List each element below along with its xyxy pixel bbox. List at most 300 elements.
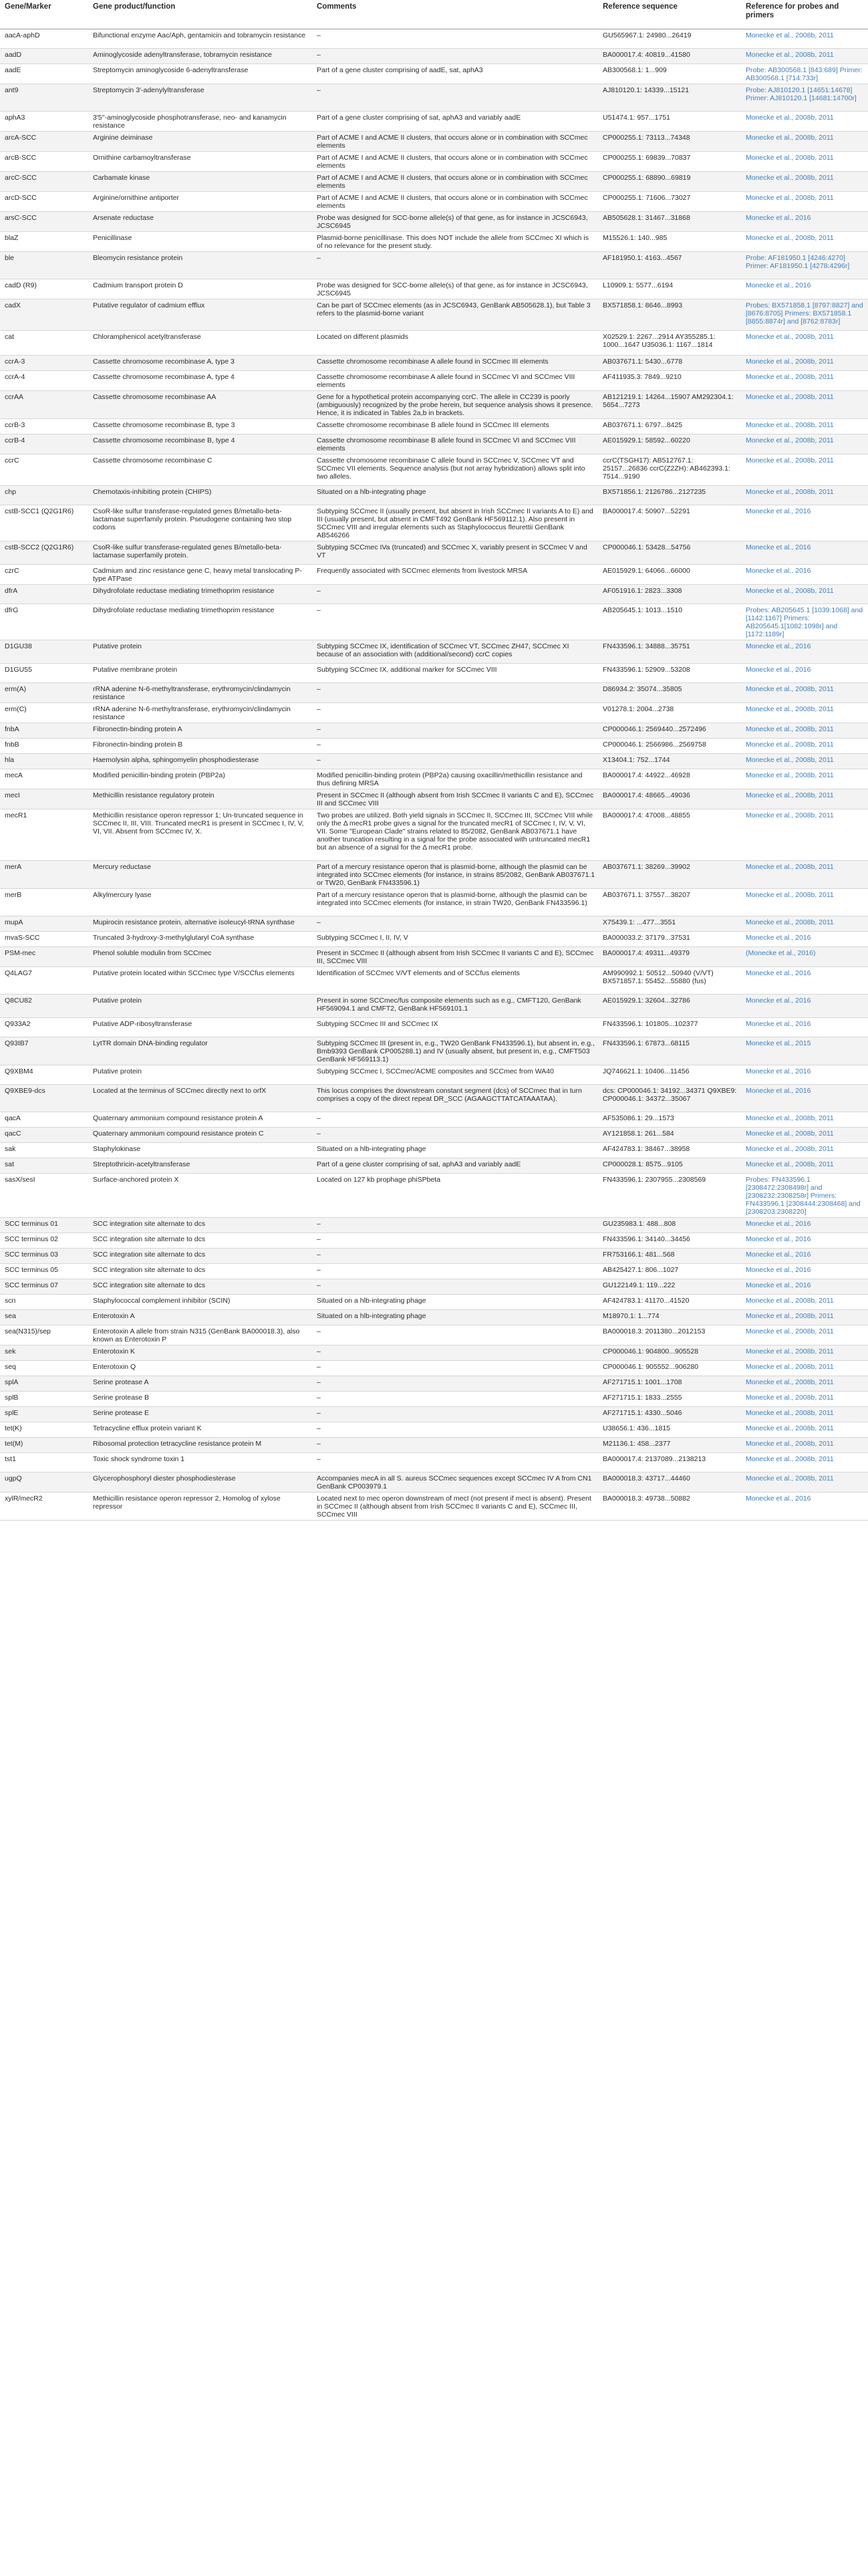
cell-reference-sequence: AF411935.3: 7849...9210 <box>598 371 741 391</box>
cell-comments: Located on different plasmids <box>312 331 598 356</box>
table-row <box>0 1233 868 1249</box>
table-row <box>0 861 868 889</box>
cell-reference-sequence: CP000255.1: 68890...69819 <box>598 172 741 192</box>
cell-gene-function: CsoR-like sulfur transferase-regulated genes B/metallo-beta-lactamase superfamily protein. Pseudogene containing two stop codons <box>88 505 312 541</box>
cell-reference-probes: Monecke et al., 2016 <box>741 1218 868 1233</box>
cell-reference-probes: Monecke et al., 2008b, 2011 <box>741 1392 868 1407</box>
cell-comments: Located on 127 kb prophage phiSPbeta <box>312 1174 598 1218</box>
cell-comments: – <box>312 1392 598 1407</box>
cell-reference-probes: Monecke et al., 2008b, 2011 <box>741 1128 868 1143</box>
cell-gene-marker: tet(M) <box>0 1438 88 1453</box>
cell-reference-sequence: AB505628.1: 31467...31868 <box>598 212 741 232</box>
cell-reference-sequence: BA000017.4: 2137089...2138213 <box>598 1453 741 1472</box>
cell-reference-sequence: GU122149.1: 119...222 <box>598 1279 741 1295</box>
cell-reference-sequence: AE015929.1: 64066...66000 <box>598 565 741 585</box>
cell-reference-sequence: M18970.1: 1...774 <box>598 1310 741 1325</box>
cell-reference-sequence: AB205645.1: 1013...1510 <box>598 604 741 640</box>
cell-comments: Subtyping SCCmec I, II, IV, V <box>312 932 598 947</box>
cell-gene-function: Cassette chromosome recombinase B, type 4 <box>88 434 312 455</box>
cell-reference-sequence: GU565967.1: 24980...26419 <box>598 29 741 49</box>
cell-gene-function: Modified penicillin-binding protein (PBP2a) <box>88 769 312 789</box>
cell-reference-probes: Monecke et al., 2008b, 2011 <box>741 861 868 889</box>
cell-gene-function: Surface-anchored protein X <box>88 1174 312 1218</box>
cell-gene-function: Alkylmercury lyase <box>88 889 312 916</box>
cell-reference-sequence: BX571858.1: 8646...8993 <box>598 299 741 331</box>
cell-comments: Present in some SCCmec/fus composite elements such as e.g., CMFT120, GenBank HF569094.1 and CMFT2, GenBank HF569101.1 <box>312 995 598 1018</box>
table-row <box>0 769 868 789</box>
table-row <box>0 1158 868 1174</box>
table-row <box>0 1249 868 1264</box>
table-row <box>0 1085 868 1112</box>
cell-reference-probes: Monecke et al., 2008b, 2011 <box>741 585 868 604</box>
cell-comments: – <box>312 1345 598 1361</box>
cell-gene-marker: Q9XBM4 <box>0 1065 88 1085</box>
cell-reference-sequence: BA000017.4: 50907...52291 <box>598 505 741 541</box>
cell-gene-marker: mecR1 <box>0 809 88 861</box>
cell-gene-function: Carbamate kinase <box>88 172 312 192</box>
cell-reference-probes: Monecke et al., 2016 <box>741 1249 868 1264</box>
cell-gene-marker: SCC terminus 05 <box>0 1264 88 1279</box>
cell-comments: Situated on a hlb-integrating phage <box>312 1310 598 1325</box>
cell-reference-sequence: L10909.1: 5577...6194 <box>598 279 741 299</box>
cell-reference-sequence: CP000046.1: 2566986...2569758 <box>598 739 741 754</box>
cell-reference-probes: Monecke et al., 2008b, 2011 <box>741 889 868 916</box>
cell-gene-function: Mercury reductase <box>88 861 312 889</box>
cell-gene-marker: cstB-SCC1 (Q2G1R6) <box>0 505 88 541</box>
cell-gene-function: Methicillin resistance regulatory protein <box>88 789 312 809</box>
cell-gene-marker: Q93IB7 <box>0 1037 88 1065</box>
cell-reference-sequence: AB037671.1: 38269...39902 <box>598 861 741 889</box>
cell-gene-function: Enterotoxin Q <box>88 1361 312 1376</box>
table-row <box>0 1376 868 1392</box>
cell-gene-marker: ant9 <box>0 84 88 112</box>
cell-reference-sequence: CP000046.1: 53428...54756 <box>598 541 741 565</box>
table-row <box>0 947 868 967</box>
table-row <box>0 754 868 769</box>
table-row <box>0 434 868 455</box>
cell-gene-marker: sea <box>0 1310 88 1325</box>
cell-reference-sequence: FN433596.1: 101805...102377 <box>598 1018 741 1037</box>
cell-gene-marker: czrC <box>0 565 88 585</box>
cell-reference-sequence: CP000046.1: 905552...906280 <box>598 1361 741 1376</box>
table-row <box>0 789 868 809</box>
cell-reference-probes: Monecke et al., 2016 <box>741 1065 868 1085</box>
cell-comments: – <box>312 49 598 64</box>
cell-comments: Part of ACME I and ACME II clusters, that occurs alone or in combination with SCCmec elements <box>312 132 598 152</box>
cell-reference-probes: Monecke et al., 2008b, 2011 <box>741 391 868 419</box>
cell-reference-probes: Monecke et al., 2016 <box>741 212 868 232</box>
cell-comments: Cassette chromosome recombinase A allele found in SCCmec VI and SCCmec VIII elements <box>312 371 598 391</box>
cell-comments: – <box>312 1264 598 1279</box>
cell-reference-sequence: BA000017.4: 49311...49379 <box>598 947 741 967</box>
cell-comments: – <box>312 723 598 739</box>
cell-gene-function: Cadmium transport protein D <box>88 279 312 299</box>
cell-gene-function: SCC integration site alternate to dcs <box>88 1218 312 1233</box>
cell-reference-sequence: CP000028.1: 8575...9105 <box>598 1158 741 1174</box>
cell-reference-probes: Monecke et al., 2008b, 2011 <box>741 1143 868 1158</box>
cell-gene-function: CsoR-like sulfur transferase-regulated genes B/metallo-beta-lactamase superfamily protein. <box>88 541 312 565</box>
cell-reference-probes: Monecke et al., 2016 <box>741 565 868 585</box>
table-row <box>0 1112 868 1128</box>
cell-comments: – <box>312 916 598 932</box>
cell-gene-marker: sasX/sesI <box>0 1174 88 1218</box>
cell-gene-function: SCC integration site alternate to dcs <box>88 1249 312 1264</box>
cell-comments: – <box>312 604 598 640</box>
cell-comments: – <box>312 683 598 703</box>
cell-reference-sequence: BA000017.4: 40819...41580 <box>598 49 741 64</box>
cell-gene-function: Cassette chromosome recombinase A, type 4 <box>88 371 312 391</box>
cell-reference-probes: Monecke et al., 2008b, 2011 <box>741 683 868 703</box>
cell-comments: Accompanies mecA in all S. aureus SCCmec sequences except SCCmec IV A from CN1 GenBank CP003979.1 <box>312 1472 598 1493</box>
cell-gene-function: Aminoglycoside adenyltransferase, tobramycin resistance <box>88 49 312 64</box>
cell-gene-function: SCC integration site alternate to dcs <box>88 1264 312 1279</box>
cell-reference-probes: Probes: FN433596.1 [2308472:2308498r] and [2308232:2308258r] Primers: FN433596.1 [2308444:2308468] and [2308203:2308220] <box>741 1174 868 1218</box>
cell-comments: Cassette chromosome recombinase B allele found in SCCmec VI and SCCmec VIII elements <box>312 434 598 455</box>
cell-reference-probes: Monecke et al., 2008b, 2011 <box>741 754 868 769</box>
cell-reference-sequence: AF535086.1: 29...1573 <box>598 1112 741 1128</box>
cell-comments: Modified penicillin-binding protein (PBP2a) causing oxacillin/methicillin resistance and thus defining MRSA <box>312 769 598 789</box>
table-body <box>0 29 868 1521</box>
cell-reference-sequence: CP000255.1: 71606...73027 <box>598 192 741 212</box>
cell-gene-marker: aacA-aphD <box>0 29 88 49</box>
cell-gene-function: Fibronectin-binding protein B <box>88 739 312 754</box>
cell-comments: – <box>312 1112 598 1128</box>
cell-gene-marker: arsC-SCC <box>0 212 88 232</box>
cell-gene-marker: SCC terminus 03 <box>0 1249 88 1264</box>
cell-comments: – <box>312 1218 598 1233</box>
cell-gene-function: Putative protein located within SCCmec type V/SCCfus elements <box>88 967 312 995</box>
cell-gene-marker: aphA3 <box>0 112 88 132</box>
cell-gene-marker: mupA <box>0 916 88 932</box>
cell-comments: Present in SCCmec II (although absent from Irish SCCmec II variants C and E), SCCmec III and SCCmec VIII <box>312 789 598 809</box>
cell-gene-function: Truncated 3-hydroxy-3-methylglutaryl CoA synthase <box>88 932 312 947</box>
cell-comments: Part of ACME I and ACME II clusters, that occurs alone or in combination with SCCmec elements <box>312 172 598 192</box>
cell-reference-probes: Monecke et al., 2008b, 2011 <box>741 769 868 789</box>
table-row <box>0 232 868 252</box>
cell-comments: – <box>312 739 598 754</box>
cell-comments: – <box>312 1249 598 1264</box>
cell-reference-sequence: AM990992.1: 50512...50940 (V/VT) BX571857.1: 55452...55880 (fus) <box>598 967 741 995</box>
cell-reference-probes: Monecke et al., 2016 <box>741 1264 868 1279</box>
cell-gene-marker: tst1 <box>0 1453 88 1472</box>
table-row <box>0 112 868 132</box>
cell-gene-function: Methicillin resistance operon repressor 1; Un-truncated sequence in SCCmec II, III, VIII. Truncated mecR1 is present in SCCmec I, IV, V, VI, VII. Absent from SCCmec IV, X. <box>88 809 312 861</box>
cell-reference-sequence: BA000017.4: 44922...46928 <box>598 769 741 789</box>
table-row <box>0 640 868 664</box>
cell-reference-sequence: U51474.1: 957...1751 <box>598 112 741 132</box>
cell-gene-marker: scn <box>0 1295 88 1310</box>
cell-gene-function: Putative regulator of cadmium efflux <box>88 299 312 331</box>
table-row <box>0 212 868 232</box>
cell-comments: – <box>312 1128 598 1143</box>
cell-gene-function: Dihydrofolate reductase mediating trimethoprim resistance <box>88 585 312 604</box>
cell-gene-marker: D1GU38 <box>0 640 88 664</box>
cell-comments: – <box>312 252 598 279</box>
cell-reference-probes: Monecke et al., 2008b, 2011 <box>741 455 868 486</box>
cell-gene-marker: fnbA <box>0 723 88 739</box>
cell-reference-sequence: BA000018.3: 2011380...2012153 <box>598 1325 741 1345</box>
cell-reference-sequence: BA000018.3: 49738...50882 <box>598 1493 741 1521</box>
cell-reference-probes: Probes: BX571858.1 [8797:8827] and [8676:8705] Primers: BX571858.1 [8855:8874r] and [8762:8783r] <box>741 299 868 331</box>
cell-reference-probes: Probes: AB205645.1 [1039:1068] and [1142:1167] Primers: AB205645.1[1082:1098r] and [1172:1189r] <box>741 604 868 640</box>
cell-gene-marker: erm(A) <box>0 683 88 703</box>
cell-gene-function: Staphylococcal complement inhibitor (SCIN) <box>88 1295 312 1310</box>
cell-comments: – <box>312 1422 598 1438</box>
cell-reference-probes: Monecke et al., 2008b, 2011 <box>741 132 868 152</box>
cell-reference-probes: Probe: AF181950.1 [4246:4270] Primer: AF181950.1 [4278:4296r] <box>741 252 868 279</box>
table-row <box>0 486 868 505</box>
table-row <box>0 1218 868 1233</box>
cell-reference-probes: Monecke et al., 2008b, 2011 <box>741 1295 868 1310</box>
cell-reference-probes: Monecke et al., 2016 <box>741 1085 868 1112</box>
cell-reference-probes: Monecke et al., 2008b, 2011 <box>741 486 868 505</box>
table-row <box>0 419 868 434</box>
table-row <box>0 192 868 212</box>
cell-gene-function: Streptomycin 3′-adenylyltransferase <box>88 84 312 112</box>
cell-reference-sequence: AB300568.1: 1...909 <box>598 64 741 84</box>
cell-gene-marker: dfrG <box>0 604 88 640</box>
cell-reference-sequence: FN433596.1: 2307955...2308569 <box>598 1174 741 1218</box>
cell-gene-function: Putative protein <box>88 1065 312 1085</box>
cell-gene-function: Staphylokinase <box>88 1143 312 1158</box>
table-row <box>0 505 868 541</box>
cell-gene-marker: sak <box>0 1143 88 1158</box>
cell-reference-probes: Monecke et al., 2008b, 2011 <box>741 916 868 932</box>
cell-gene-function: Enterotoxin A allele from strain N315 (GenBank BA000018.3), also known as Enterotoxin P <box>88 1325 312 1345</box>
cell-comments: – <box>312 754 598 769</box>
cell-reference-sequence: CP000046.1: 2569440...2572496 <box>598 723 741 739</box>
table-row <box>0 1295 868 1310</box>
cell-reference-probes: Monecke et al., 2008b, 2011 <box>741 1407 868 1422</box>
cell-comments: Subtyping SCCmec I, SCCmec/ACME composites and SCCmec from WA40 <box>312 1065 598 1085</box>
cell-gene-function: Haemolysin alpha, sphingomyelin phosphodiesterase <box>88 754 312 769</box>
cell-reference-sequence: AF271715.1: 1001...1708 <box>598 1376 741 1392</box>
cell-comments: Part of ACME I and ACME II clusters, that occurs alone or in combination with SCCmec elements <box>312 192 598 212</box>
cell-comments: Part of ACME I and ACME II clusters, that occurs alone or in combination with SCCmec elements <box>312 152 598 172</box>
cell-gene-marker: tet(K) <box>0 1422 88 1438</box>
cell-gene-function: Cassette chromosome recombinase B, type 3 <box>88 419 312 434</box>
table-row <box>0 1325 868 1345</box>
cell-gene-marker: Q933A2 <box>0 1018 88 1037</box>
cell-comments: Cassette chromosome recombinase A allele found in SCCmec III elements <box>312 356 598 371</box>
table-row <box>0 1493 868 1521</box>
table-row <box>0 916 868 932</box>
cell-reference-sequence: M15526.1: 140...985 <box>598 232 741 252</box>
cell-reference-probes: Monecke et al., 2016 <box>741 1233 868 1249</box>
cell-gene-function: Glycerophosphoryl diester phosphodiesterase <box>88 1472 312 1493</box>
cell-gene-function: Tetracycline efflux protein variant K <box>88 1422 312 1438</box>
cell-gene-marker: arcC-SCC <box>0 172 88 192</box>
cell-reference-probes: Monecke et al., 2008b, 2011 <box>741 1158 868 1174</box>
cell-gene-marker: Q8CU82 <box>0 995 88 1018</box>
cell-gene-function: Serine protease E <box>88 1407 312 1422</box>
cell-gene-marker: splB <box>0 1392 88 1407</box>
table-row <box>0 889 868 916</box>
cell-gene-marker: sea(N315)/sep <box>0 1325 88 1345</box>
cell-reference-sequence: BA000017.4: 48665...49036 <box>598 789 741 809</box>
cell-reference-probes: Monecke et al., 2016 <box>741 1018 868 1037</box>
cell-reference-sequence: AF181950.1: 4163...4567 <box>598 252 741 279</box>
cell-comments: Subtyping SCCmec IX, additional marker for SCCmec VIII <box>312 664 598 683</box>
cell-gene-marker: cstB-SCC2 (Q2G1R6) <box>0 541 88 565</box>
cell-reference-probes: Probe: AB300568.1 [843:689] Primer: AB300568.1 [714:733r] <box>741 64 868 84</box>
cell-gene-marker: D1GU55 <box>0 664 88 683</box>
cell-reference-sequence: FN433596.1: 34888...35751 <box>598 640 741 664</box>
cell-gene-marker: chp <box>0 486 88 505</box>
cell-reference-sequence: V01278.1: 2004...2738 <box>598 703 741 723</box>
cell-gene-function: Cassette chromosome recombinase C <box>88 455 312 486</box>
cell-comments: – <box>312 1407 598 1422</box>
table-row <box>0 1174 868 1218</box>
cell-gene-function: Arsenate reductase <box>88 212 312 232</box>
cell-gene-function: Streptomycin aminoglycoside 6-adenyltransferase <box>88 64 312 84</box>
cell-gene-marker: splE <box>0 1407 88 1422</box>
cell-gene-marker: cadX <box>0 299 88 331</box>
cell-reference-probes: Monecke et al., 2016 <box>741 664 868 683</box>
cell-reference-sequence: AB037671.1: 5430...6778 <box>598 356 741 371</box>
cell-gene-marker: arcD-SCC <box>0 192 88 212</box>
cell-gene-function: Putative protein <box>88 640 312 664</box>
table-row <box>0 1453 868 1472</box>
cell-reference-probes: Monecke et al., 2008b, 2011 <box>741 112 868 132</box>
cell-gene-function: Ornithine carbamoyltransferase <box>88 152 312 172</box>
cell-comments: – <box>312 1325 598 1345</box>
cell-reference-probes: Monecke et al., 2016 <box>741 967 868 995</box>
table-row <box>0 723 868 739</box>
table-row <box>0 1128 868 1143</box>
cell-gene-marker: SCC terminus 01 <box>0 1218 88 1233</box>
cell-reference-sequence: AF051916.1: 2823...3308 <box>598 585 741 604</box>
cell-reference-probes: Monecke et al., 2008b, 2011 <box>741 739 868 754</box>
cell-reference-sequence: AB121219.1: 14264...15907 AM292304.1: 5654...7273 <box>598 391 741 419</box>
cell-gene-function: Streptothricin-acetyltransferase <box>88 1158 312 1174</box>
table-row <box>0 1310 868 1325</box>
cell-reference-sequence: FN433596.1: 34140...34456 <box>598 1233 741 1249</box>
cell-gene-function: Chemotaxis-inhibiting protein (CHIPS) <box>88 486 312 505</box>
cell-gene-marker: arcA-SCC <box>0 132 88 152</box>
cell-gene-marker: blaZ <box>0 232 88 252</box>
cell-comments: – <box>312 1438 598 1453</box>
cell-reference-probes: Monecke et al., 2008b, 2011 <box>741 1310 868 1325</box>
table-row <box>0 995 868 1018</box>
cell-reference-sequence: CP000255.1: 69839...70837 <box>598 152 741 172</box>
cell-gene-marker: xylR/mecR2 <box>0 1493 88 1521</box>
cell-comments: – <box>312 703 598 723</box>
cell-gene-marker: qacC <box>0 1128 88 1143</box>
cell-gene-function: LytTR domain DNA-binding regulator <box>88 1037 312 1065</box>
cell-gene-marker: mvaS-SCC <box>0 932 88 947</box>
table-row <box>0 371 868 391</box>
cell-gene-function: Dihydrofolate reductase mediating trimethoprim resistance <box>88 604 312 640</box>
cell-reference-probes: Monecke et al., 2008b, 2011 <box>741 1112 868 1128</box>
cell-comments: – <box>312 1376 598 1392</box>
cell-gene-marker: ccrB-3 <box>0 419 88 434</box>
header-reference-sequence: Reference sequence <box>598 0 741 29</box>
cell-reference-sequence: D86934.2: 35074...35805 <box>598 683 741 703</box>
cell-gene-marker: merB <box>0 889 88 916</box>
cell-reference-sequence: BA000017.4: 47008...48855 <box>598 809 741 861</box>
cell-gene-function: Located at the terminus of SCCmec directly next to orfX <box>88 1085 312 1112</box>
cell-gene-function: Cadmium and zinc resistance gene C, heavy metal translocating P-type ATPase <box>88 565 312 585</box>
cell-gene-function: SCC integration site alternate to dcs <box>88 1233 312 1249</box>
cell-comments: Subtyping SCCmec IVa (truncated) and SCCmec X, variably present in SCCmec V and VT <box>312 541 598 565</box>
cell-gene-marker: Q4LAG7 <box>0 967 88 995</box>
cell-reference-probes: Monecke et al., 2008b, 2011 <box>741 152 868 172</box>
cell-gene-function: Methicillin resistance operon repressor 2, Homolog of xylose repressor <box>88 1493 312 1521</box>
cell-gene-marker: erm(C) <box>0 703 88 723</box>
cell-reference-sequence: JQ746621.1: 10406...11456 <box>598 1065 741 1085</box>
cell-gene-function: Putative membrane protein <box>88 664 312 683</box>
cell-gene-function: Penicillinase <box>88 232 312 252</box>
table-row <box>0 1065 868 1085</box>
table-row <box>0 356 868 371</box>
cell-reference-sequence: AY121858.1: 261...584 <box>598 1128 741 1143</box>
cell-reference-probes: Monecke et al., 2008b, 2011 <box>741 1422 868 1438</box>
cell-comments: Part of a mercury resistance operon that is plasmid-borne, although the plasmid can be integrated into SCCmec elements (for instance, in strains 85/2082, GenBank AB037671.1 or TW20, GenBank FN433596.1) <box>312 861 598 889</box>
cell-reference-sequence: AB037671.1: 37557...38207 <box>598 889 741 916</box>
cell-gene-marker: qacA <box>0 1112 88 1128</box>
cell-gene-function: rRNA adenine N-6-methyltransferase, erythromycin/clindamycin resistance <box>88 703 312 723</box>
cell-comments: Located next to mec operon downstream of mecI (not present if mecI is absent). Present in SCCmec II (although absent from Irish SCCmec II variants C and E), SCCmec III, SCCmec VIII <box>312 1493 598 1521</box>
cell-reference-probes: Monecke et al., 2008b, 2011 <box>741 331 868 356</box>
cell-gene-function: Chloramphenicol acetyltransferase <box>88 331 312 356</box>
table-row <box>0 1345 868 1361</box>
cell-comments: Two probes are utilized. Both yield signals in SCCmec II, SCCmec III, SCCmec VIII while only the Δ mecR1 probe gives a signal for the truncated mecR1 of SCCmec I, IV, V, VI, VII. Some "European Clade" strains related to 85/2082, GenBank AB037671.1 have another truncation resulting in a signal for the probe associated with untruncated mecR1 but an absence of a signal for the Δ mecR1 probe. <box>312 809 598 861</box>
cell-reference-probes: Monecke et al., 2016 <box>741 640 868 664</box>
cell-comments: Gene for a hypothetical protein accompanying ccrC. The allele in CC239 is poorly (ambiguously) recognized by the probe herein, but sequence analysis shows it presence. Hence, it is indicated in Tables 2a,b in brackets. <box>312 391 598 419</box>
cell-reference-sequence: AF271715.1: 4330...5046 <box>598 1407 741 1422</box>
cell-reference-probes: Monecke et al., 2008b, 2011 <box>741 172 868 192</box>
cell-gene-marker: seq <box>0 1361 88 1376</box>
table-row <box>0 152 868 172</box>
header-comments: Comments <box>312 0 598 29</box>
cell-gene-marker: sek <box>0 1345 88 1361</box>
cell-reference-probes: Monecke et al., 2015 <box>741 1037 868 1065</box>
cell-reference-probes: Monecke et al., 2008b, 2011 <box>741 1345 868 1361</box>
cell-comments: Part of a gene cluster comprising of sat, aphA3 and variably aadE <box>312 1158 598 1174</box>
cell-gene-marker: aadD <box>0 49 88 64</box>
cell-comments: Situated on a hlb-integrating phage <box>312 486 598 505</box>
cell-reference-probes: Monecke et al., 2008b, 2011 <box>741 1438 868 1453</box>
cell-gene-function: rRNA adenine N-6-methyltransferase, erythromycin/clindamycin resistance <box>88 683 312 703</box>
cell-gene-function: Quaternary ammonium compound resistance protein C <box>88 1128 312 1143</box>
cell-gene-marker: ble <box>0 252 88 279</box>
cell-gene-function: Phenol soluble modulin from SCCmec <box>88 947 312 967</box>
cell-reference-sequence: X02529.1: 2267...2914 AY355285.1: 1000...1647 U35036.1: 1167...1814 <box>598 331 741 356</box>
cell-reference-sequence: dcs: CP000046.1: 34192...34371 Q9XBE9: CP000046.1: 34372...35067 <box>598 1085 741 1112</box>
table-row <box>0 29 868 49</box>
cell-comments: – <box>312 585 598 604</box>
cell-reference-probes: Monecke et al., 2008b, 2011 <box>741 29 868 49</box>
cell-reference-sequence: AF424783.1: 38467...38958 <box>598 1143 741 1158</box>
table-row <box>0 1264 868 1279</box>
cell-gene-marker: SCC terminus 02 <box>0 1233 88 1249</box>
table-row <box>0 49 868 64</box>
cell-reference-sequence: CP000255.1: 73113...74348 <box>598 132 741 152</box>
cell-comments: This locus comprises the downstream constant segment (dcs) of SCCmec that in turn comprises a copy of the direct repeat DR_SCC (AGAAGCTTATCATAAATAA). <box>312 1085 598 1112</box>
cell-reference-probes: Monecke et al., 2016 <box>741 995 868 1018</box>
cell-reference-probes: Monecke et al., 2008b, 2011 <box>741 49 868 64</box>
table-row <box>0 279 868 299</box>
cell-gene-marker: SCC terminus 07 <box>0 1279 88 1295</box>
cell-gene-function: Mupirocin resistance protein, alternative isoleucyl-tRNA synthase <box>88 916 312 932</box>
table-row <box>0 132 868 152</box>
table-row <box>0 1279 868 1295</box>
cell-comments: Can be part of SCCmec elements (as in JCSC6943, GenBank AB505628.1), but Table 3 refers to the plasmid-borne variant <box>312 299 598 331</box>
cell-reference-probes: Monecke et al., 2008b, 2011 <box>741 192 868 212</box>
cell-gene-marker: ccrAA <box>0 391 88 419</box>
table-row <box>0 809 868 861</box>
